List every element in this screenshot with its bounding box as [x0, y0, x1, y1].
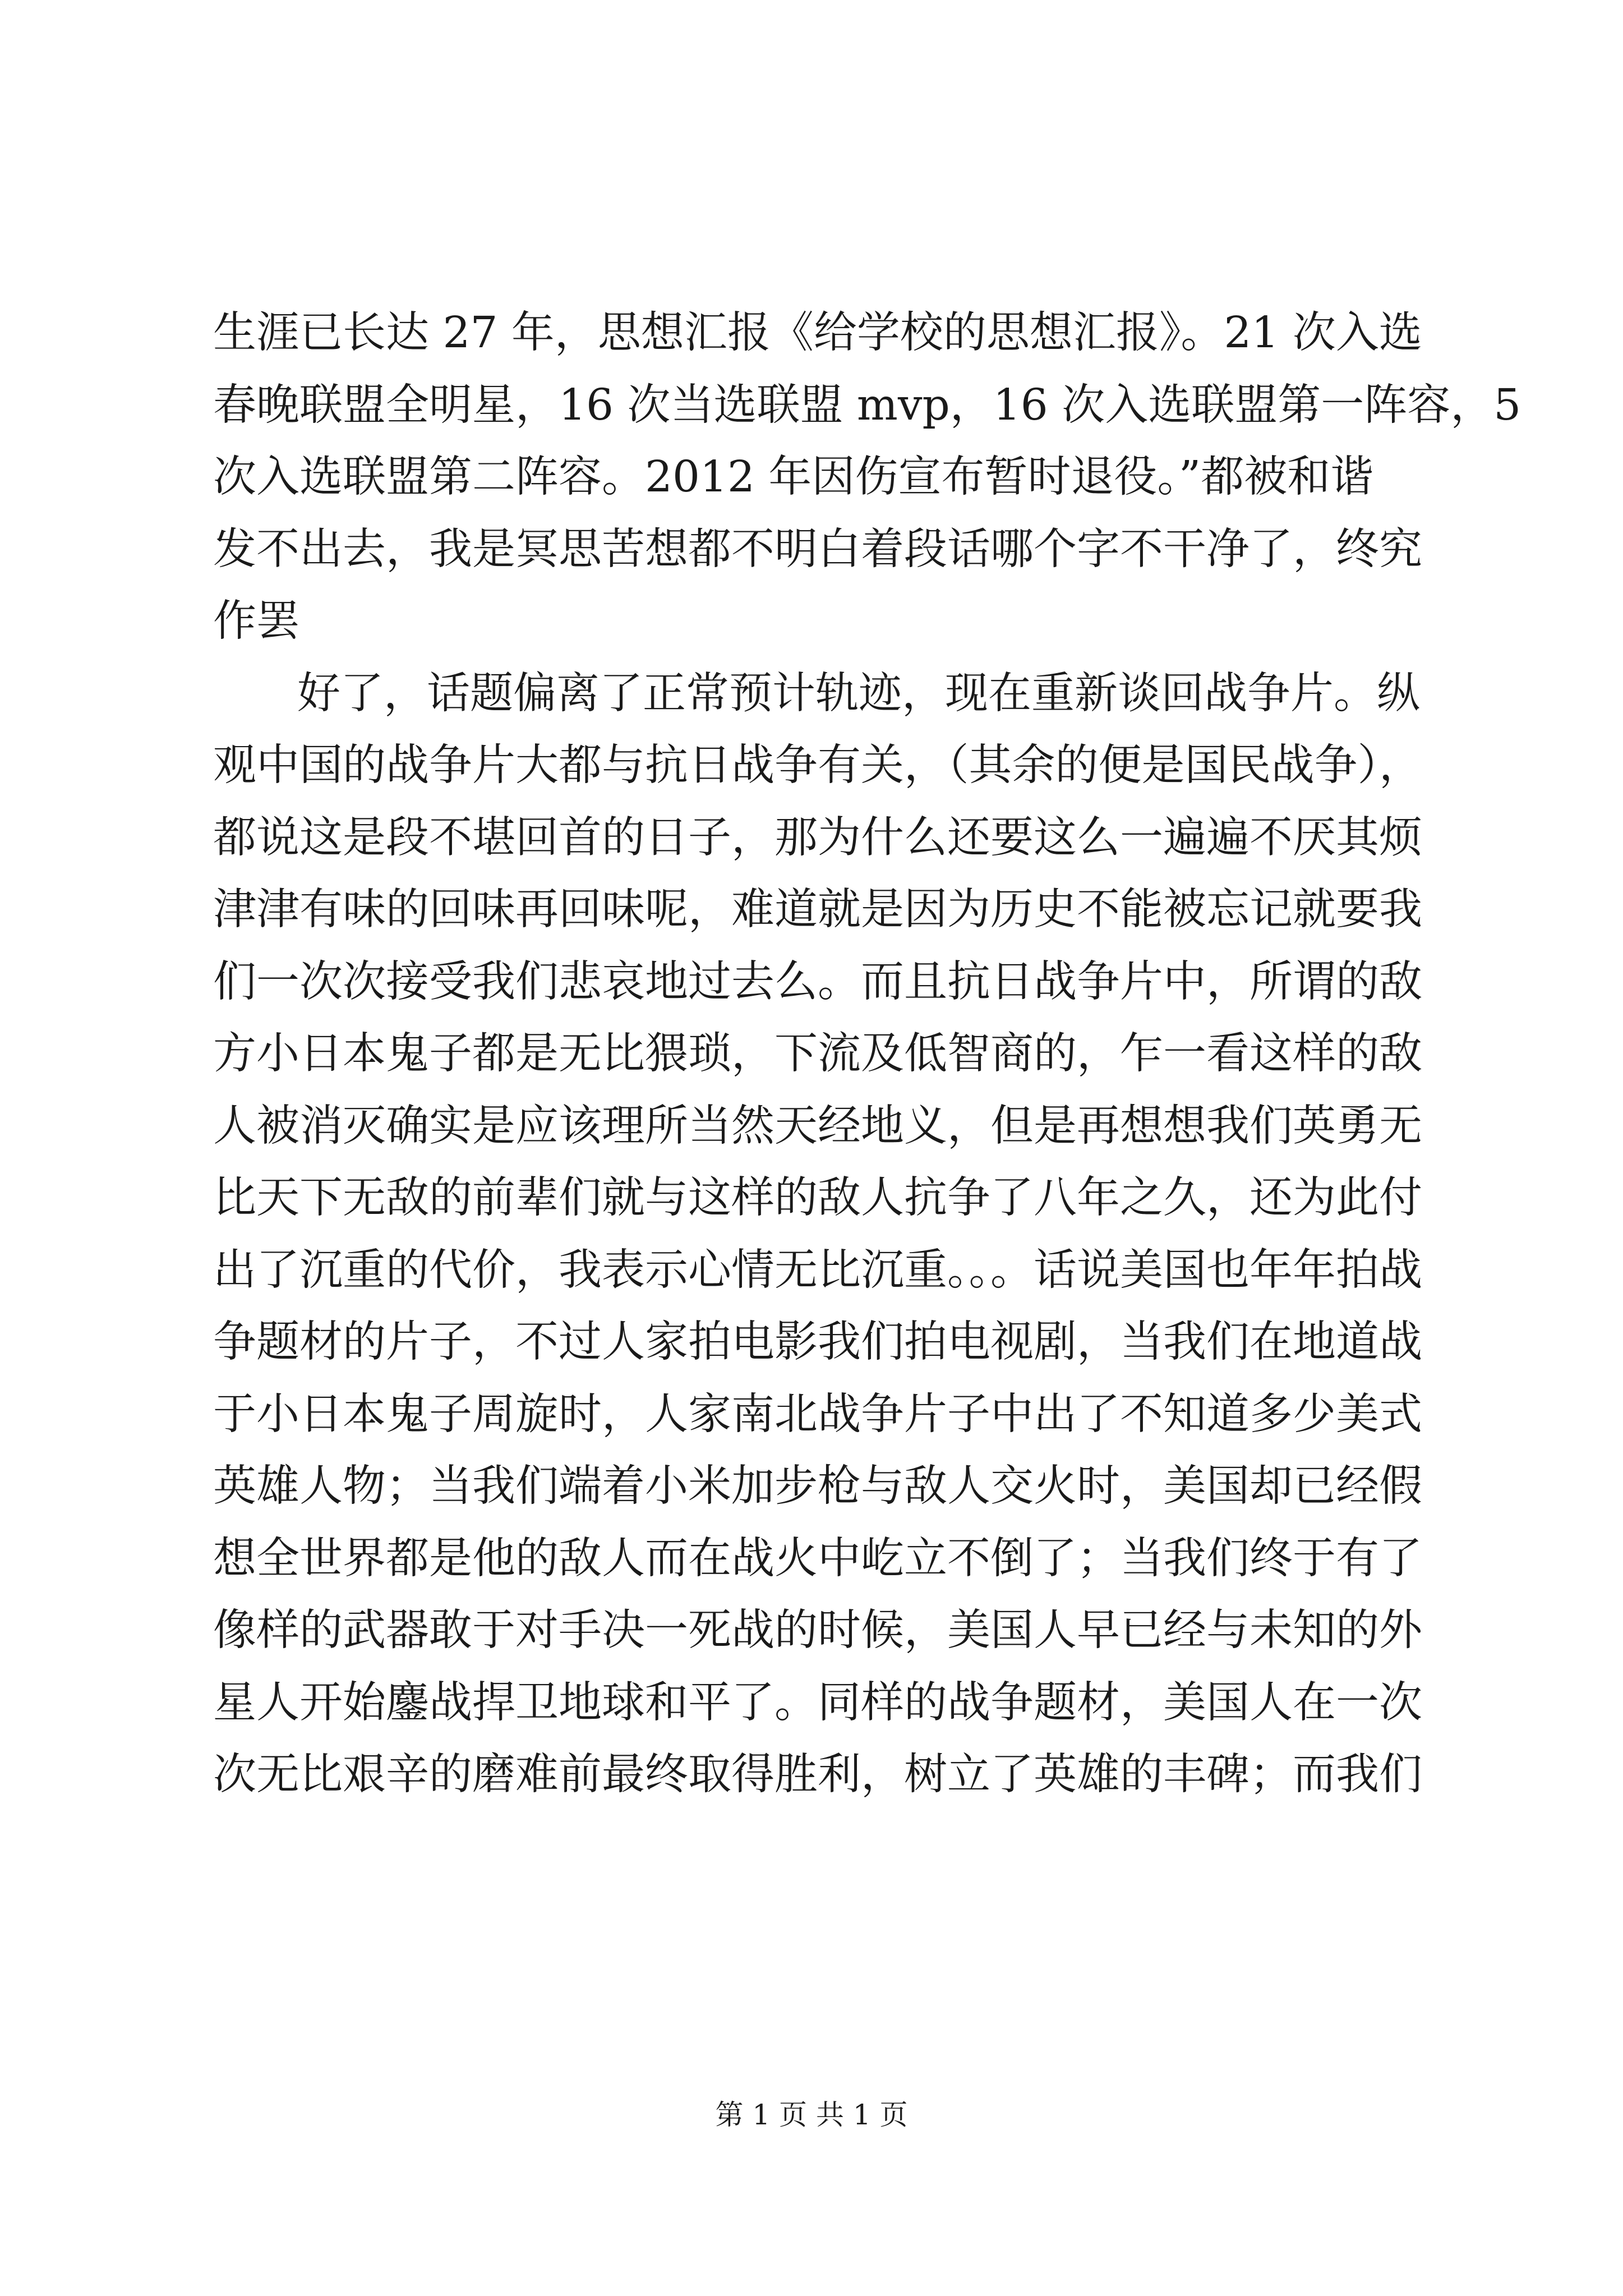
text-line: 次入选联盟第二阵容。2012 年因伤宣布暂时退役。”都被和谐 — [213, 452, 1374, 502]
text-line: 作罢 — [213, 596, 299, 646]
paragraph-1 — [213, 297, 1521, 658]
text-line: 英雄人物；当我们端着小米加步枪与敌人交火时，美国却已经假 — [213, 1461, 1422, 1511]
text-line: 次无比艰辛的磨难前最终取得胜利，树立了英雄的丰碑；而我们 — [213, 1750, 1422, 1800]
page-number-label: 第 1 页 共 1 页 — [715, 2099, 908, 2131]
paragraph-2 — [213, 658, 1475, 1811]
text-line-indented: 好了，话题偏离了正常预计轨迹，现在重新谈回战争片。纵 — [297, 668, 1420, 719]
text-line: 津津有味的回味再回味呢，难道就是因为历史不能被忘记就要我 — [213, 885, 1422, 935]
text-line: 生涯已长达 27 年，思想汇报《给学校的思想汇报》。21 次入选 — [213, 308, 1422, 358]
text-line: 春晚联盟全明星，16 次当选联盟 mvp，16 次入选联盟第一阵容，5 — [213, 380, 1521, 430]
document-body — [213, 297, 1521, 1811]
text-line: 出了沉重的代价，我表示心情无比沉重。。。话说美国也年年拍战 — [213, 1245, 1422, 1295]
text-line: 方小日本鬼子都是无比猥琐，下流及低智商的，乍一看这样的敌 — [213, 1029, 1422, 1079]
text-line: 于小日本鬼子周旋时，人家南北战争片子中出了不知道多少美式 — [213, 1389, 1422, 1439]
page-footer — [0, 2098, 1623, 2132]
text-line: 人被消灭确实是应该理所当然天经地义，但是再想想我们英勇无 — [213, 1101, 1422, 1151]
text-line: 观中国的战争片大都与抗日战争有关，（其余的便是国民战争）， — [213, 740, 1422, 790]
text-line: 都说这是段不堪回首的日子，那为什么还要这么一遍遍不厌其烦 — [213, 812, 1422, 863]
text-line: 们一次次接受我们悲哀地过去么。而且抗日战争片中，所谓的敌 — [213, 956, 1422, 1007]
text-line: 发不出去，我是冥思苦想都不明白着段话哪个字不干净了，终究 — [213, 524, 1422, 574]
text-line: 像样的武器敢于对手决一死战的时候，美国人早已经与未知的外 — [213, 1605, 1422, 1655]
text-line: 星人开始鏖战捍卫地球和平了。同样的战争题材，美国人在一次 — [213, 1677, 1422, 1728]
text-line: 争题材的片子，不过人家拍电影我们拍电视剧，当我们在地道战 — [213, 1317, 1422, 1367]
text-line: 比天下无敌的前辈们就与这样的敌人抗争了八年之久，还为此付 — [213, 1173, 1422, 1223]
text-line: 想全世界都是他的敌人而在战火中屹立不倒了；当我们终于有了 — [213, 1533, 1422, 1584]
